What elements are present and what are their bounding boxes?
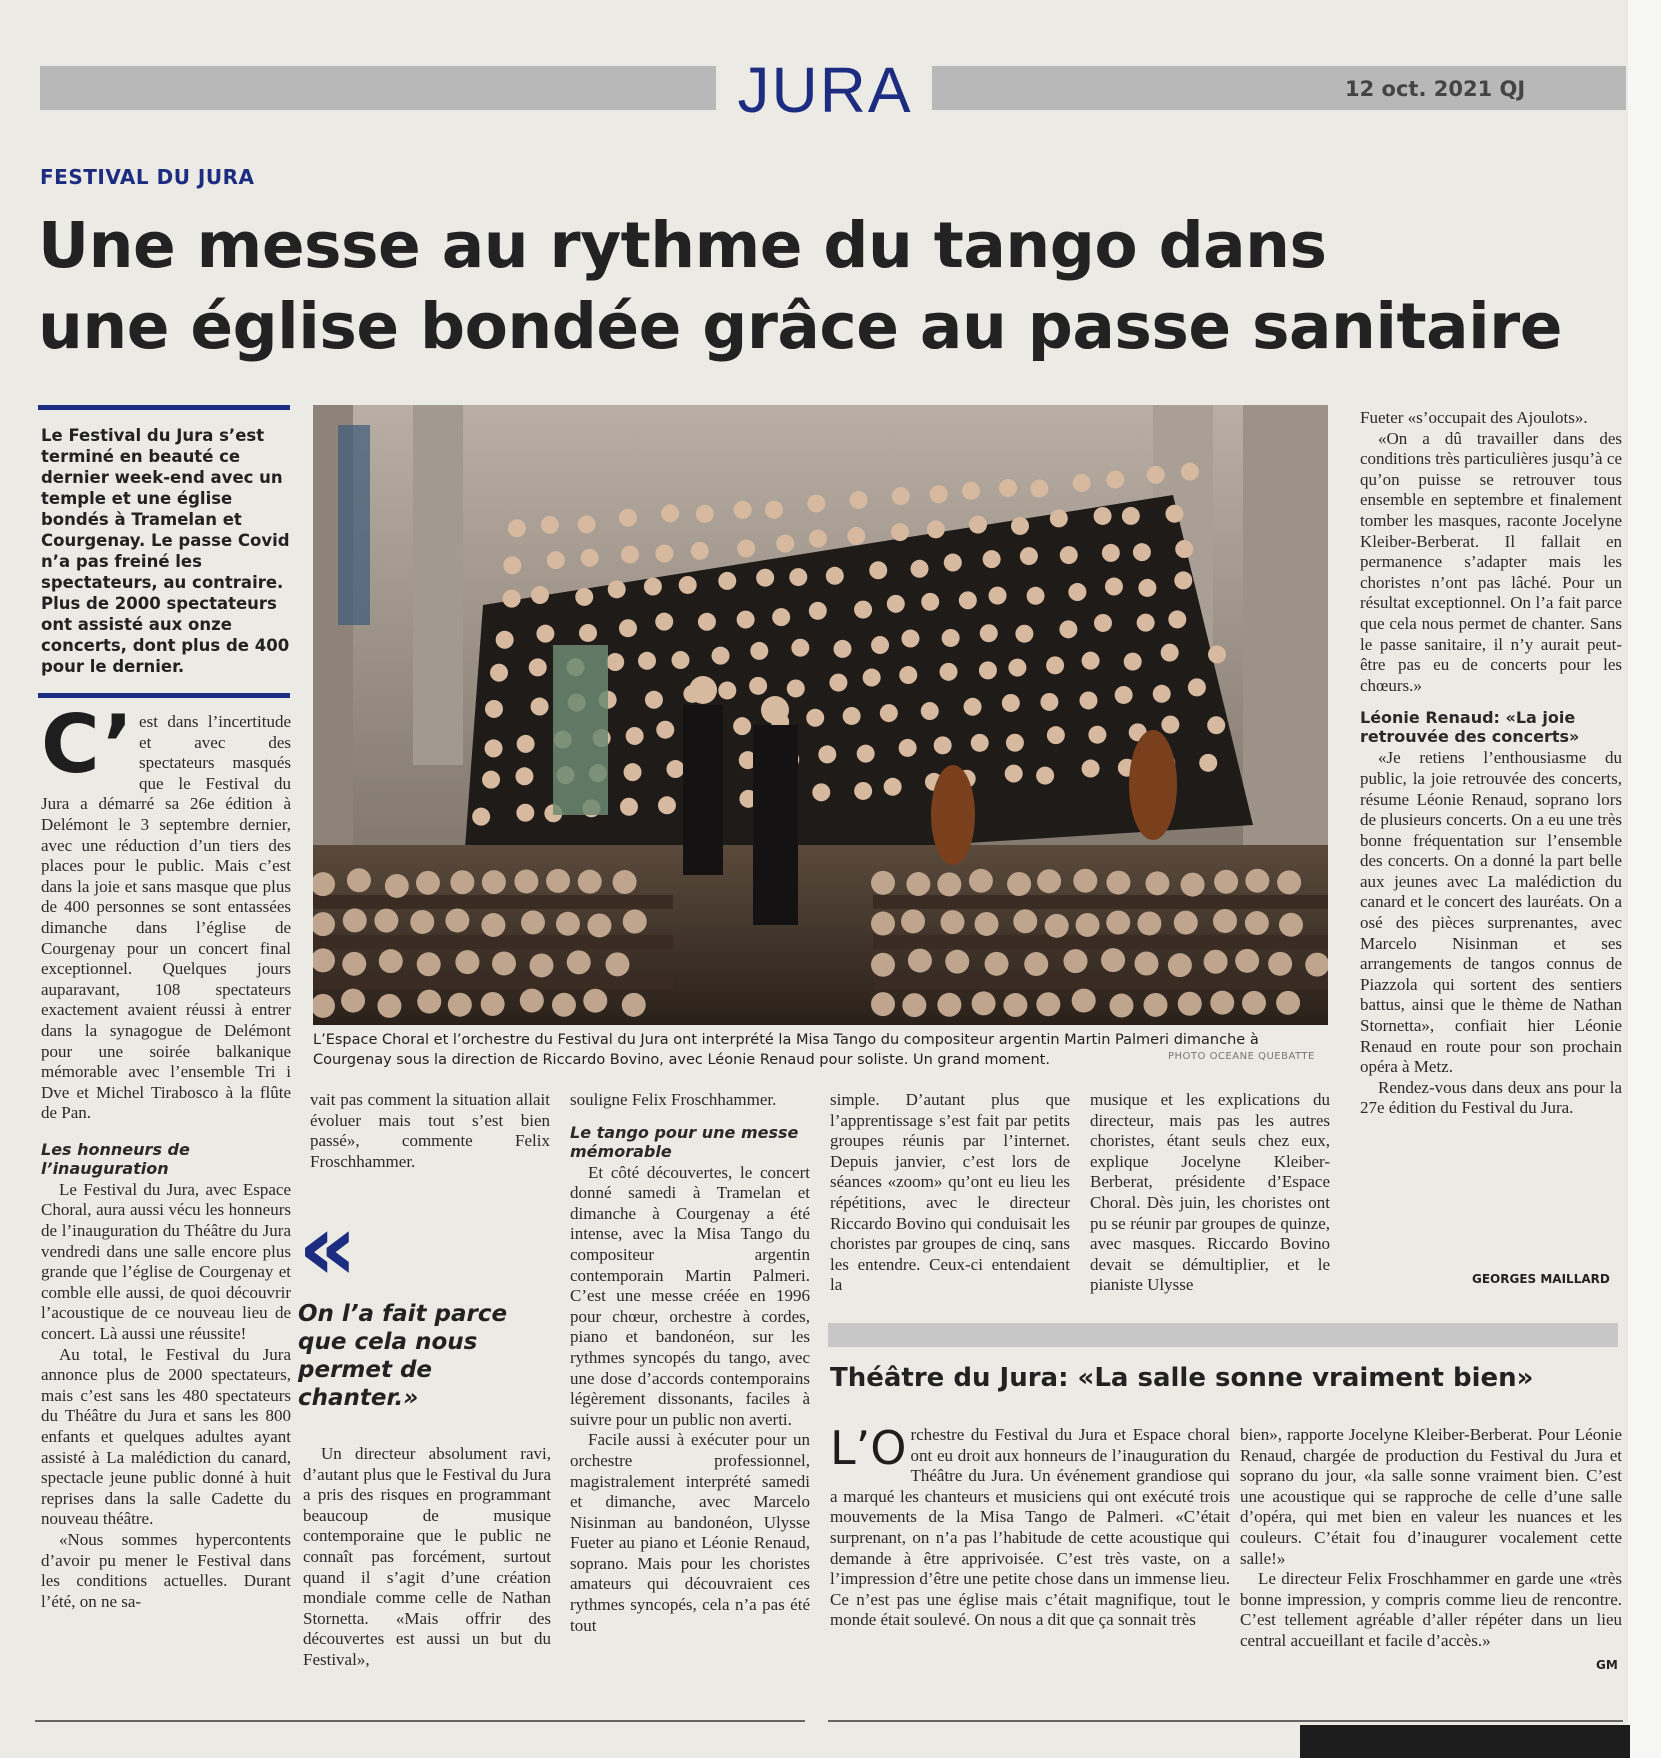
audience-member	[1277, 870, 1301, 894]
audience-member	[347, 868, 371, 892]
choir-member	[547, 551, 565, 569]
audience-member	[417, 990, 441, 1014]
column-4	[830, 1090, 1070, 1296]
choir-member	[959, 591, 977, 609]
choir-member	[638, 652, 656, 670]
audience-member	[1204, 950, 1228, 974]
box-opening-paragraph	[830, 1421, 1230, 1631]
choir-member	[679, 576, 697, 594]
choir-member	[1005, 765, 1023, 783]
choir-member	[1040, 693, 1058, 711]
choir-member	[927, 520, 945, 538]
audience-member	[492, 951, 516, 975]
audience-member	[342, 952, 366, 976]
choir-member	[1208, 645, 1226, 663]
choir-member	[812, 783, 830, 801]
audience-member	[374, 909, 398, 933]
audience-member	[1245, 869, 1269, 893]
audience-member	[1045, 914, 1069, 938]
choir-member	[964, 698, 982, 716]
choir-member	[899, 666, 917, 684]
choir-member	[529, 658, 547, 676]
audience-member	[377, 994, 401, 1018]
choir-member	[645, 691, 663, 709]
choir-member	[911, 560, 929, 578]
audience-member	[1168, 953, 1192, 977]
choir-member	[1079, 691, 1097, 709]
choir-member	[1115, 686, 1133, 704]
choir-member	[503, 556, 521, 574]
audience-member	[556, 912, 580, 936]
audience-member	[521, 910, 545, 934]
pull-quote-text: On l’a fait parce que cela nous permet de chanter.»	[298, 1301, 508, 1411]
audience-member	[1036, 992, 1060, 1016]
audience-member	[1024, 952, 1048, 976]
choir-member	[1138, 579, 1156, 597]
column-5	[1090, 1090, 1330, 1296]
headline-line-1: Une messe au rythme du tango dans	[38, 209, 1327, 282]
audience-member	[455, 950, 479, 974]
subheading: Le tango pour une messe mémorable	[570, 1122, 799, 1161]
audience-member	[343, 908, 367, 932]
choir-member	[1020, 547, 1038, 565]
choir-member	[857, 745, 875, 763]
choir-member	[696, 505, 714, 523]
choir-member	[789, 568, 807, 586]
audience-member	[908, 949, 932, 973]
choir-member	[826, 567, 844, 585]
choir-member	[1124, 653, 1142, 671]
paragraph: rchestre du Festival du Jura et Espace choral ont eu droit aux honneurs de l’inauguration du Théâtre du Jura. Un événement grandiose qui a marqué les chanteurs et musiciens qui ont exécuté trois mouvements de la Misa Tango de Palmeri. «C’était surprenant, on n’a pas l’habitude de cette acoustique qui demande à être apprivoisée. C’est très vaste, on a l’impression d’être une petite chose dans un immense lieu. Ce n’est pas une église mais c’était magnifique, tout le monde était soulevé. On nous a dit que ça sonnait très	[830, 1425, 1230, 1630]
choir-member	[1102, 544, 1120, 562]
choir-member	[765, 501, 783, 519]
choir-member	[575, 588, 593, 606]
choir-member	[496, 631, 514, 649]
choir-member	[962, 482, 980, 500]
choir-member	[581, 549, 599, 567]
audience-member	[530, 953, 554, 977]
paragraph: vait pas comment la situation allait évoluer mais tout s’est bien passé», commente Felix Froschhammer.	[310, 1090, 550, 1171]
choir-member	[1030, 480, 1048, 498]
audience-member	[613, 870, 637, 894]
choir-member	[791, 639, 809, 657]
publication-date: 12 oct. 2021 QJ	[1345, 77, 1526, 101]
audience-member	[937, 993, 961, 1017]
audience-member	[481, 992, 505, 1016]
audience-member	[1210, 991, 1234, 1015]
audience-member	[1145, 871, 1169, 895]
choir-member	[901, 630, 919, 648]
choir-member	[656, 721, 674, 739]
choir-member	[541, 516, 559, 534]
audience-member	[871, 953, 895, 977]
audience-member	[385, 874, 409, 898]
choir-member	[772, 608, 790, 626]
choir-member	[899, 739, 917, 757]
choir-member	[1094, 507, 1112, 525]
choir-member	[517, 735, 535, 753]
section-title: JURA	[737, 54, 913, 126]
choir-member	[733, 717, 751, 735]
choir-member	[672, 651, 690, 669]
column-2-bottom	[303, 1444, 551, 1671]
choir-member	[658, 796, 676, 814]
choir-member	[807, 494, 825, 512]
audience-member	[1242, 991, 1266, 1015]
choir-member	[579, 624, 597, 642]
choir-member	[999, 479, 1017, 497]
choir-member	[983, 550, 1001, 568]
choir-member	[472, 808, 490, 826]
choir-member	[884, 778, 902, 796]
choir-member	[698, 613, 716, 631]
choir-member	[531, 586, 549, 604]
audience-member	[901, 909, 925, 933]
choir-member	[1046, 656, 1064, 674]
column-1	[41, 698, 291, 1612]
choir-member	[843, 707, 861, 725]
choir-member	[834, 640, 852, 658]
audience-member	[1037, 869, 1061, 893]
choir-member	[578, 515, 596, 533]
audience-member	[481, 913, 505, 937]
article-lead: Le Festival du Jura s’est terminé en beauté ce dernier week-end avec un temple et une église bondés à Tramelan et Courgenay. Le passe Covid n’a pas freiné les spectateurs, au contraire. Plus de 2000 spectateurs ont assisté aux onze concerts, dont plus de 400 pour le dernier.	[41, 426, 290, 676]
audience-member	[969, 869, 993, 893]
audience-member	[1013, 909, 1037, 933]
choir-member	[1015, 625, 1033, 643]
choir-member	[809, 602, 827, 620]
box-band	[828, 1323, 1618, 1347]
choir-member	[829, 674, 847, 692]
choir-member	[531, 698, 549, 716]
choir-member	[482, 771, 500, 789]
choir-member	[485, 739, 503, 757]
drop-cap: C’	[41, 698, 134, 791]
choir-member	[737, 611, 755, 629]
choir-member	[980, 624, 998, 642]
audience-member	[587, 913, 611, 937]
paragraph: «Je retiens l’enthousiasme du public, la joie retrouvée des concerts, résume Léonie Renaud, soprano lors de plusieurs concerts. On a eu une très bonne fréquentation sur l’ensemble des concerts. On a donné la part belle aux jeunes avec La malédiction du canard et le concert des lauréats. On a osé des pièces surprenantes, avec Marcelo Nisinman et ses arrangements de tangos connus de Piazzola qui sortent des sentiers battus, ainsi que le thème de Nathan Stornetta», confiait hier Léonie Renaud en route pour son prochain opéra à Metz.	[1360, 748, 1622, 1077]
choir-member	[921, 593, 939, 611]
audience-member	[448, 993, 472, 1017]
audience-member	[975, 912, 999, 936]
scan-shadow	[1300, 1725, 1630, 1758]
choir-member	[734, 501, 752, 519]
lead-top-rule	[38, 405, 290, 410]
choir-member	[806, 709, 824, 727]
choir-member	[737, 540, 755, 558]
choir-member	[661, 504, 679, 522]
choir-member	[942, 629, 960, 647]
audience-member	[482, 870, 506, 894]
paragraph: Facile aussi à exécuter pour un orchestre professionnel, magistralement interprété samedi et dimanche, avec Marcelo Nisinman au bandonéon, Ulysse Fueter au piano et Léonie Renaud, soprano. Mais pour les choristes amateurs qui découvraient ces rythmes syncopés, cela n’a pas été tout	[570, 1430, 810, 1635]
column-2-top	[310, 1090, 550, 1172]
audience-member	[445, 908, 469, 932]
choir-member	[619, 619, 637, 637]
choir-member	[749, 677, 767, 695]
audience-member	[906, 872, 930, 896]
header-band-left	[40, 66, 716, 110]
choir-member	[608, 580, 626, 598]
choir-member	[1105, 578, 1123, 596]
audience-member	[945, 950, 969, 974]
choir-member	[1153, 685, 1171, 703]
audience-member	[1072, 989, 1096, 1013]
quote-mark-icon: «	[298, 1194, 344, 1301]
choir-member	[1094, 614, 1112, 632]
paragraph: musique et les explications du directeur, mais pas les autres choristes, étant seuls chez eux, explique Jocelyne Kleiber-Berberat, présidente d’Espace Choral. Dès juin, les choristes ont pu se réunir par groupes de quinze, avec masques. Riccardo Bovino devait se démultiplier, et le pianiste Ulysse	[1090, 1090, 1330, 1295]
choir-member	[1199, 754, 1217, 772]
audience-member	[341, 989, 365, 1013]
audience-member	[1101, 948, 1125, 972]
audience-member	[1137, 911, 1161, 935]
subheading: Léonie Renaud: «La joie retrouvée des concerts»	[1360, 708, 1580, 747]
choir-member	[1060, 546, 1078, 564]
choir-member	[891, 523, 909, 541]
concert-photo	[313, 405, 1328, 1025]
audience-member	[1174, 911, 1198, 935]
audience-member	[972, 991, 996, 1015]
choir-member	[1188, 678, 1206, 696]
choir-member	[1161, 644, 1179, 662]
page-edge	[1628, 0, 1661, 1758]
opening-paragraph	[41, 698, 291, 1124]
choir-member	[712, 647, 730, 665]
paragraph: Le Festival du Jura, avec Espace Choral, aura aussi vécu les honneurs de l’inauguration du Théâtre du Jura vendredi dans une salle encore plus grande que l’église de Courgenay et comble elle aussi, de quoi découvrir l’acoustique de ce nouveau lieu de concert. Là aussi une réussite!	[41, 1179, 291, 1344]
bottom-rule-left	[35, 1720, 805, 1722]
choir-member	[1161, 716, 1179, 734]
choir-member	[1008, 659, 1026, 677]
choir-member	[606, 653, 624, 671]
audience-member	[1276, 991, 1300, 1015]
audience-member	[416, 871, 440, 895]
paragraph: souligne Felix Froschhammer.	[570, 1090, 777, 1109]
choir-member	[624, 763, 642, 781]
concert-photo-illustration	[313, 405, 1328, 1025]
paragraph: bien», rapporte Jocelyne Kleiber-Berberat. Pour Léonie Renaud, chargée de production du Festival du Jura et soprano du jour, «la salle sonne vraiment bien. C’est une acoustique qui se rapproche de celle d’une salle d’opéra, qui met bien en valeur les nuances et les couleurs. C’était fou d’inaugurer vocalement cette salle!»	[1240, 1425, 1622, 1568]
audience-member	[1144, 993, 1168, 1017]
audience-member	[583, 989, 607, 1013]
headline-line-2: une église bondée grâce au passe sanitaire	[38, 290, 1562, 363]
audience-member	[605, 952, 629, 976]
choir-member	[847, 527, 865, 545]
paragraph: «On a dû travailler dans des conditions très particulières jusqu’à ce qu’on puisse se retrouver tous ensemble en septembre et finalement tomber les masques, raconte Jocelyne Kleiber-Berberat. Il fallait en permanence s’adapter mais les choristes n’ont pas lâché. Pour un résultat exceptionnel. On l’a fait parce que cela nous permet de chanter. Sans le passe sanitaire, il n’y aurait peut-être pas eu de concerts pour les chœurs.»	[1360, 428, 1622, 695]
pull-quote	[298, 1194, 533, 1412]
choir-member	[930, 485, 948, 503]
audience-member	[985, 952, 1009, 976]
choir-member	[750, 642, 768, 660]
box-column-1	[830, 1421, 1230, 1631]
choir-member	[1011, 517, 1029, 535]
audience-member	[1003, 993, 1027, 1017]
choir-member	[880, 704, 898, 722]
choir-member	[1006, 734, 1024, 752]
choir-member	[989, 587, 1007, 605]
audience-member	[1064, 949, 1088, 973]
choir-member	[892, 487, 910, 505]
choir-member	[1207, 716, 1225, 734]
choir-member	[1050, 509, 1068, 527]
choir-member	[1106, 471, 1124, 489]
choir-member	[944, 554, 962, 572]
audience-member	[410, 910, 434, 934]
audience-member	[1106, 871, 1130, 895]
choir-member	[787, 679, 805, 697]
audience-member	[450, 870, 474, 894]
choir-member	[515, 767, 533, 785]
choir-member	[1059, 620, 1077, 638]
audience-member	[1181, 873, 1205, 897]
choir-member	[776, 535, 794, 553]
choir-member	[1002, 694, 1020, 712]
audience-member	[1235, 949, 1259, 973]
paragraph: Rendez-vous dans deux ans pour la 27e édition du Festival du Jura.	[1360, 1077, 1622, 1118]
box-headline: Théâtre du Jura: «La salle sonne vraiment bien»	[830, 1363, 1534, 1393]
choir-member	[854, 601, 872, 619]
choir-member	[655, 544, 673, 562]
paragraph: Le directeur Felix Froschhammer en garde une «très bonne impression, y compris comme lieu de rencontre. C’est tellement agréable d’aller répéter dans un lieu central accueillant et facile d’accès.»	[1240, 1569, 1622, 1650]
choir-member	[718, 681, 736, 699]
choir-member	[1165, 505, 1183, 523]
choir-member	[655, 613, 673, 631]
audience-member	[871, 871, 895, 895]
choir-member	[1027, 587, 1045, 605]
audience-member	[1073, 869, 1097, 893]
choir-member	[934, 736, 952, 754]
choir-member	[621, 546, 639, 564]
author-signature: GEORGES MAILLARD	[1472, 1272, 1610, 1286]
audience-member	[1007, 872, 1031, 896]
audience-member	[1178, 992, 1202, 1016]
audience-member	[520, 989, 544, 1013]
choir-member	[1036, 767, 1054, 785]
choir-member	[871, 636, 889, 654]
audience-member	[902, 993, 926, 1017]
audience-member	[1268, 952, 1292, 976]
audience-member	[567, 950, 591, 974]
choir-member	[940, 663, 958, 681]
paragraph: simple. D’autant plus que l’apprentissage s’est fait par petits groupes réunis par l’internet. Depuis janvier, c’est lors de séances «zoom» qu’ont eu lieu les répétitions, avec le directeur Riccardo Bovino qui conduisait les choristes par groupes de cinq, sans les entendre. Ceux-ci entendaient la	[830, 1090, 1070, 1295]
choir-member	[666, 760, 684, 778]
choir-member	[869, 561, 887, 579]
audience-member	[379, 949, 403, 973]
choir-member	[969, 516, 987, 534]
choir-member	[620, 798, 638, 816]
audience-member	[578, 870, 602, 894]
choir-member	[756, 569, 774, 587]
choir-member	[854, 782, 872, 800]
audience-member	[871, 912, 895, 936]
audience-member	[1134, 951, 1158, 975]
audience-member	[417, 952, 441, 976]
choir-member	[863, 669, 881, 687]
audience-member	[1245, 911, 1269, 935]
choir-member	[644, 578, 662, 596]
choir-member	[1082, 652, 1100, 670]
choir-member	[1122, 507, 1140, 525]
choir-member	[516, 804, 534, 822]
paragraph: «Nous sommes hypercontents d’avoir pu mener le Festival dans les conditions actuelles. Durant l’été, on ne sa-	[41, 1529, 291, 1611]
choir-member	[818, 745, 836, 763]
photo-caption: L’Espace Choral et l’orchestre du Festival du Jura ont interprété la Misa Tango du compositeur argentin Martin Palmeri dimanche à Courgenay sous la direction de Riccardo Bovino, avec Léonie Renaud pour soliste. Un grand moment.	[313, 1032, 1259, 1068]
choir-member	[508, 519, 526, 537]
audience-member	[1109, 994, 1133, 1018]
choir-member	[1147, 466, 1165, 484]
audience-member	[622, 993, 646, 1017]
audience-member	[871, 992, 895, 1016]
choir-member	[921, 702, 939, 720]
audience-member	[1214, 870, 1238, 894]
choir-member	[503, 590, 521, 608]
paragraph: est dans l’incertitude et avec des spectateurs masqués que le Festival du Jura a démarré sa 26e édition à Delémont le 3 septembre dernier, avec une réduction d’un tiers des places pour le public. Mais c’est dans la joie et sans masque que plus de 400 personnes se sont entassées dimanche dans l’église de Courgenay pour un concert final exceptionnel. Quelques jours auparavant, 108 spectateurs exactement avaient réussi à entrer dans la synagogue de Delémont pour une soirée balkanique mémorable avec l’ensemble Tri i Dve et Michel Tirabosco à la flûte de Pan.	[41, 712, 291, 1123]
choir-member	[1175, 540, 1193, 558]
subheading: Les honneurs de l’inauguration	[41, 1139, 190, 1178]
choir-member	[1068, 583, 1086, 601]
bottom-rule-right	[828, 1720, 1623, 1722]
choir-member	[691, 542, 709, 560]
column-3	[570, 1090, 810, 1636]
box-column-2	[1240, 1425, 1622, 1652]
article-headline	[38, 205, 1638, 367]
paragraph: Un directeur absolument ravi, d’autant plus que le Festival du Jura a pris des risques en programmant beaucoup de musique contemporaine que le public ne connaît pas forcément, surtout quand il s’agit d’une création mondiale comme celle de Nathan Stornetta. «Mais offrir des découvertes est aussi un but du Festival»,	[303, 1444, 551, 1669]
paragraph: Au total, le Festival du Jura annonce plus de 2000 spectateurs, mais c’est sans les 480 spectateurs du Théâtre du Jura et sans les 800 enfants et quelques adultes ayant assisté à La malédiction du canard, spectacle jeune public donné à huit reprises dans la salle Cadette du nouveau théâtre.	[41, 1344, 291, 1529]
audience-member	[623, 909, 647, 933]
choir-member	[490, 664, 508, 682]
choir-member	[971, 734, 989, 752]
audience-member	[1076, 913, 1100, 937]
audience-member	[546, 869, 570, 893]
audience-member	[552, 993, 576, 1017]
choir-member	[809, 530, 827, 548]
choir-member	[887, 595, 905, 613]
choir-member	[718, 572, 736, 590]
choir-member	[619, 509, 637, 527]
choir-member	[1137, 614, 1155, 632]
audience-member	[1106, 911, 1130, 935]
choir-member	[1073, 474, 1091, 492]
choir-member	[1181, 463, 1199, 481]
choir-member	[1088, 726, 1106, 744]
drop-cap: L’O	[830, 1421, 907, 1475]
choir-member	[1168, 610, 1186, 628]
choir-member	[850, 491, 868, 509]
choir-member	[536, 625, 554, 643]
choir-member	[1082, 760, 1100, 778]
paragraph: Et côté découvertes, le concert donné samedi à Tramelan et dimanche à Courgenay a été intense, avec la Misa Tango du compositeur argentin contemporain Martin Palmeri. C’est une messe créée en 1996 pour chœur, orchestre à cordes, piano et bandonéon, sur les rythmes syncopés du tango, avec une dose d’accords contemporains légèrement dissonants, faciles à suivre pour un public non averti.	[570, 1162, 810, 1429]
article-kicker: FESTIVAL DU JURA	[40, 165, 255, 189]
choir-member	[1047, 726, 1065, 744]
audience-member	[937, 872, 961, 896]
audience-member	[1279, 913, 1303, 937]
choir-member	[979, 661, 997, 679]
box-author-signature: GM	[1596, 1658, 1618, 1672]
choir-member	[485, 700, 503, 718]
choir-member	[626, 727, 644, 745]
audience-member	[940, 910, 964, 934]
column-6	[1360, 408, 1622, 1119]
choir-member	[1174, 571, 1192, 589]
photo-credit: PHOTO OCEANE QUEBATTE	[1168, 1051, 1315, 1062]
audience-member	[514, 869, 538, 893]
choir-member	[1133, 543, 1151, 561]
audience-member	[1213, 909, 1237, 933]
paragraph: Fueter «s’occupait des Ajoulots».	[1360, 408, 1588, 427]
